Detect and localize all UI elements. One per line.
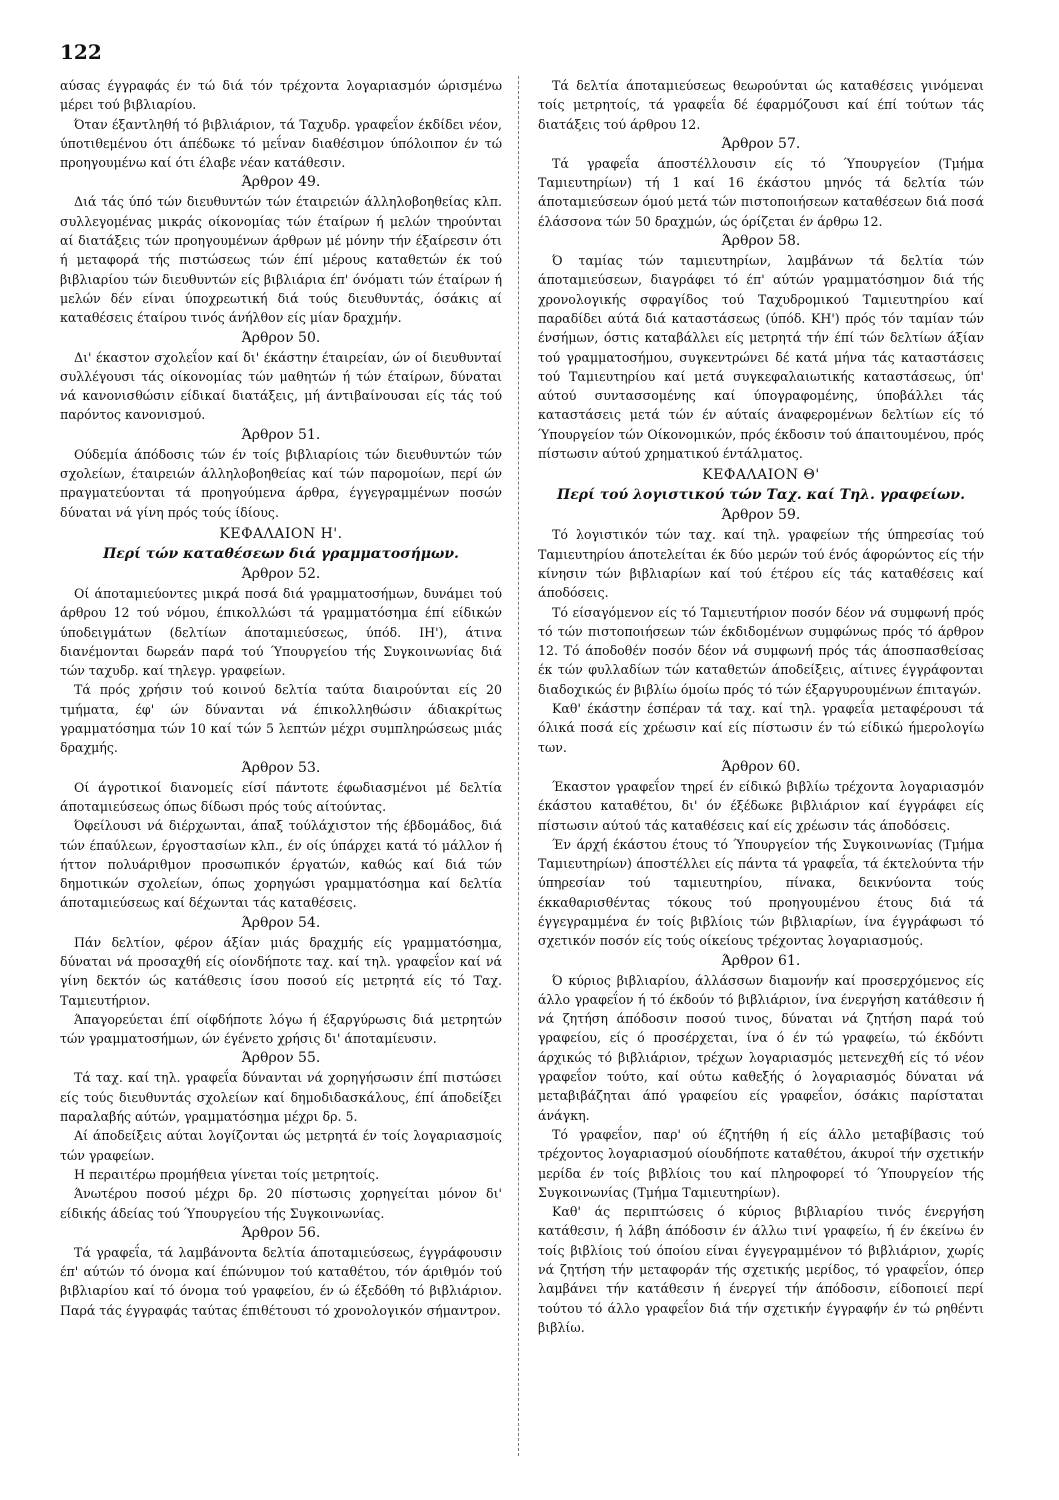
- paragraph: Τά γραφεΐα, τά λαμβάνοντα δελτία άποταμιεύσεως, έγγράφουσιν έπ' αύτών τό όνομα καί έπώνυμον τού καταθέτου, τόν άριθμόν τού βιβλιαρίου καί τό όνομα τού γραφείου, έν ώ έξεδόθη τό βιβλιάριον. Παρά τάς έγγραφάς ταύτας έπιθέτουσι τό χρονολογικόν σήμαντρον.: [60, 1244, 502, 1318]
- paragraph: Τό είσαγόμενον είς τό Ταμιευτήριον ποσόν δέον νά συμφωνή πρός τό τών πιστοποιήσεων τών έκδιδομένων συμφώνως πρός τό άρθρον 12. Τό άποδοθέν ποσόν δέον νά συμφωνή πρός τάς άποσπασθείσας έκ τών φυλλαδίων τών καταθετών άποδείξεις, αίτινες έγγράφονται διαδοχικώς έν βιβλίω όμοίω πρός τό τών έξαργυρουμένων έπιταγών.: [538, 604, 984, 697]
- column-divider: [518, 76, 519, 1456]
- paragraph: Τό γραφεΐον, παρ' ού έζητήθη ή είς άλλο μεταβίβασις τού τρέχοντος λογαριασμού οίουδήποτε καταθέτου, άκυροί τήν σχετικήν μερίδα έν τοίς βιβλίοις του καί πληροφορεί τό Ύπουργείον τής Συγκοινωνίας (Τμήμα Ταμιευτηρίων).: [538, 1126, 984, 1200]
- paragraph: Οί άγροτικοί διανομείς είσί πάντοτε έφωδιασμένοι μέ δελτία άποταμιεύσεως όπως δίδωσι πρός τούς αίτούντας.: [60, 779, 502, 814]
- chapter-heading: ΚΕΦΑΛΑΙΟΝ Θ': [702, 467, 820, 484]
- paragraph: Δι' έκαστον σχολεΐον καί δι' έκάστην έταιρείαν, ών οί διευθυνταί συλλέγουσι τάς οίκονομίας τών μαθητών ή τών έταίρων, δύναται νά κανονισθώσιν είδικαί διατάξεις, μή άντιβαίνουσαι είς τάς τού παρόντος κανονισμού.: [60, 349, 502, 423]
- paragraph: Ό κύριος βιβλιαρίου, άλλάσσων διαμονήν καί προσερχόμενος είς άλλο γραφεΐον ή τό έκδούν τό βιβλιάριον, ίνα ένεργήση κατάθεσιν ή νά ζητήση άπόδοσιν ποσού τινος, δύναται νά ζητήση παρά τού γραφείου, είς ό προσέρχεται, ίνα ό έν τώ γραφείω, τώ έκδόντι άρχικώς τό βιβλιάριον, τρέχων λογαριασμός μετενεχθή είς τό νέον γραφεΐον τούτο, καί ούτω καθεξής ό λογαριασμός δύναται νά μεταβιβάζηται άπό γραφείου είς γραφεΐον, όσάκις παρίσταται άνάγκη.: [538, 972, 984, 1123]
- paragraph: Τά πρός χρήσιν τού κοινού δελτία ταύτα διαιρούνται είς 20 τμήματα, έφ' ών δύνανται νά έπικολληθώσιν άδιακρίτως γραμματόσημα τών 10 καί τών 5 λεπτών μέχρι συμπληρώσεως μιάς δραχμής.: [60, 682, 502, 756]
- article-heading: Άρθρον 57.: [721, 135, 801, 152]
- article-heading: Άρθρον 51.: [241, 426, 321, 443]
- paragraph: Πάν δελτίον, φέρον άξίαν μιάς δραχμής είς γραμματόσημα, δύναται νά προσαχθή είς οίονδήποτε ταχ. καί τηλ. γραφεΐον καί νά γίνη δεκτόν ώς κατάθεσις ίσου ποσού είς μετρητά είς τό Ταχ. Ταμιευτήριον.: [60, 934, 502, 1008]
- paragraph: Διά τάς ύπό τών διευθυντών τών έταιρειών άλληλοβοηθείας κλπ. συλλεγομένας μικράς οίκονομίας τών έταίρων ή μελών τηρούνται αί διατάξεις τών προηγουμένων άρθρων μέ μόνην τήν έξαίρεσιν ότι ή μεταφορά τής πιστώσεως τών έπί μέρους καταθετών έκ τού βιβλιαρίου τών διευθυντών είς βιβλιάρια έπ' όνόματι τών έταίρων ή μελών δέν είναι ύποχρεωτική διά τούς διευθυντάς, όσάκις αί καταθέσεις έταίρου τινός άνήλθον είς μίαν δραχμήν.: [60, 194, 502, 326]
- article-heading: Άρθρον 59.: [721, 507, 801, 524]
- paragraph: Άνωτέρου ποσού μέχρι δρ. 20 πίστωσις χορηγείται μόνον δι' είδικής άδείας τού Ύπουργείου τής Συγκοινωνίας.: [60, 1186, 502, 1221]
- article-heading: Άρθρον 53.: [241, 759, 321, 776]
- paragraph: Η περαιτέρω προμήθεια γίνεται τοίς μετρητοίς.: [74, 1166, 380, 1182]
- paragraph: Τά δελτία άποταμιεύσεως θεωρούνται ώς καταθέσεις γινόμεναι τοίς μετρητοίς, τά γραφεΐα δέ έφαρμόζουσι καί έπί τούτων τάς διατάξεις τού άρθρου 12.: [538, 78, 984, 132]
- article-heading: Άρθρον 58.: [721, 233, 801, 250]
- left-column: [60, 76, 502, 1456]
- paragraph: Ούδεμία άπόδοσις τών έν τοίς βιβλιαρίοις τών διευθυντών τών σχολείων, έταιρειών άλληλοβοηθείας καί τών παρομοίων, περί ών πραγματεύονται τά προηγούμενα άρθρα, έγγεγραμμένων ποσών δύναται νά γίνη πρός τούς ίδίους.: [60, 446, 502, 520]
- right-column: [538, 76, 984, 1456]
- paragraph: Τά ταχ. καί τηλ. γραφεΐα δύνανται νά χορηγήσωσιν έπί πιστώσει είς τούς διευθυντάς σχολείων καί δημοδιδασκάλους, έπί άποδείξει παραλαβής αύτών, γραμματόσημα μέχρι δρ. 5.: [60, 1070, 502, 1125]
- article-heading: Άρθρον 50.: [241, 329, 321, 346]
- chapter-subtitle: Περί τών καταθέσεων διά γραμματοσήμων.: [103, 545, 459, 562]
- article-heading: Άρθρον 52.: [241, 565, 321, 582]
- paragraph: Έν άρχή έκάστου έτους τό Ύπουργείον τής Συγκοινωνίας (Τμήμα Ταμιευτηρίων) άποστέλλει είς πάντα τά γραφεΐα, τά έκτελούντα τήν ύπηρεσίαν τού ταμιευτηρίου, πίνακα, δεικνύοντα τούς έκκαθαρισθέντας τόκους τού προηγουμένου έτους διά τά έγγεγραμμένα έν τοίς βιβλίοις τών βιβλιαρίων, ίνα έγγράφωσι τό σχετικόν ποσόν είς τούς οίκείους τρέχοντας λογαριασμούς.: [538, 836, 984, 949]
- article-heading: Άρθρον 49.: [241, 174, 321, 191]
- page-number: 122: [60, 40, 102, 64]
- paragraph: Καθ' άς περιπτώσεις ό κύριος βιβλιαρίου τινός ένεργήση κατάθεσιν, ή λάβη άπόδοσιν έν άλλω τινί γραφείω, ή έν έκείνω έν τοίς βιβλίοις τού όποίου είναι έγγεγραμμένον τό βιβλιάριον, χωρίς νά ζητήση τήν μεταφοράν τής σχετικής μερίδος, τό γραφεΐον, όπερ λαμβάνει τήν κατάθεσιν ή ένεργεί τήν άπόδοσιν, είδοποιεί περί τούτου τό άλλο γραφεΐον διά τήν σχετικήν έγγραφήν έν τώ ρηθέντι βιβλίω.: [538, 1204, 984, 1335]
- paragraph: Αί άποδείξεις αύται λογίζονται ώς μετρητά έν τοίς λογαριασμοίς τών γραφείων.: [60, 1128, 502, 1163]
- chapter-heading: ΚΕΦΑΛΑΙΟΝ Η'.: [219, 525, 343, 542]
- paragraph: Τά γραφεΐα άποστέλλουσιν είς τό Ύπουργείον (Τμήμα Ταμιευτηρίων) τή 1 καί 16 έκάστου μηνός τά δελτία τών άποταμιεύσεων όμού μετά τών πιστοποιήσεων καταθέσεων διά ποσά έλάσσονα τών 50 δραχμών, ώς όρίζεται έν άρθρω 12.: [538, 155, 984, 229]
- paragraph: αύσας έγγραφάς έν τώ διά τόν τρέχοντα λογαριασμόν ώρισμένω μέρει τού βιβλιαρίου.: [60, 78, 502, 113]
- article-heading: Άρθρον 60.: [721, 758, 801, 775]
- paragraph: Οί άποταμιεύοντες μικρά ποσά διά γραμματοσήμων, δυνάμει τού άρθρου 12 τού νόμου, έπικολλώσι τά γραμματόσημα έπί είδικών ύποδειγμάτων (δελτίων άποταμιεύσεως, ύπόδ. ΙΗ'), άτινα διανέμονται δωρεάν παρά τού Ύπουργείου τής Συγκοινωνίας διά τών ταχυδρ. καί τηλεγρ. γραφείων.: [60, 585, 502, 679]
- article-heading: Άρθρον 61.: [721, 952, 801, 969]
- paragraph: Έκαστον γραφεΐον τηρεί έν είδικώ βιβλίω τρέχοντα λογαριασμόν έκάστου καταθέτου, δι' όν έξέδωκε βιβλιάριον καί έγγράφει είς πίστωσιν αύτού τάς καταθέσεις καί είς χρέωσιν τάς άποδόσεις.: [538, 778, 984, 833]
- paragraph: Καθ' έκάστην έσπέραν τά ταχ. καί τηλ. γραφεΐα μεταφέρουσι τά όλικά ποσά είς χρέωσιν καί είς πίστωσιν έν τώ είδικώ ήμερολογίω των.: [538, 701, 984, 755]
- paragraph: Όταν έξαντληθή τό βιβλιάριον, τά Ταχυδρ. γραφεΐον έκδίδει νέον, ύποτιθεμένου ότι άπέδωκε τό μεΐναν διαθέσιμον ύπόλοιπον έν τώ προηγουμένω καί ότι έλαβε νέαν κατάθεσιν.: [60, 116, 502, 171]
- article-heading: Άρθρον 56.: [241, 1224, 321, 1241]
- paragraph: Τό λογιστικόν τών ταχ. καί τηλ. γραφείων τής ύπηρεσίας τού Ταμιευτηρίου άποτελείται έκ δύο μερών τού ένός άφορώντος είς τήν κίνησιν τών βιβλιαρίων καί τού έτέρου είς τάς καταθέσεις καί άποδόσεις.: [538, 527, 984, 601]
- paragraph: Όφείλουσι νά διέρχωνται, άπαξ τούλάχιστον τής έβδομάδος, διά τών έπαύλεων, έργοστασίων κλπ., έν οίς ύπάρχει κατά τό μάλλον ή ήττον πολυάριθμον προσωπικόν έργατών, καθώς καί διά τών δημοτικών σχολείων, όπως χορηγώσι γραμματόσημα καί δελτία άποταμιεύσεως καί δέχωνται τάς καταθέσεις.: [60, 818, 502, 911]
- article-heading: Άρθρον 54.: [241, 914, 321, 931]
- chapter-subtitle: Περί τού λογιστικού τών Ταχ. καί Τηλ. γραφείων.: [557, 487, 965, 504]
- paragraph: Ό ταμίας τών ταμιευτηρίων, λαμβάνων τά δελτία τών άποταμιεύσεων, διαγράφει τό έπ' αύτών γραμματόσημον διά τής χρονολογικής σφραγίδος τού Ταχυδρομικού Ταμιευτηρίου καί παραδίδει αύτά διά καταστάσεως (ύπόδ. ΚΗ') πρός τόν ταμίαν τών ένσήμων, όστις καταβάλλει είς μετρητά τήν έπί τών δελτίων άξίαν τού γραμματοσήμου, συγκεντρώνει δέ κατά μήνα τάς καταστάσεις τού Ταμιευτηρίου καί μετά συγκεφαλαιωτικής καταστάσεως, ύπ' αύτού συντασσομένης καί ύπογραφομένης, ύποβάλλει τάς καταστάσεις μετά τών έν αύταίς άναφερομένων δελτίων είς τό Ύπουργείον τών Οίκονομικών, πρός έκδοσιν τού άπαιτουμένου, πρός πίστωσιν αύτού χρηματικού έντάλματος.: [538, 253, 984, 462]
- paragraph: Άπαγορεύεται έπί οίφδήποτε λόγω ή έξαργύρωσις διά μετρητών τών γραμματοσήμων, ών έγένετο χρήσις δι' άποταμίευσιν.: [60, 1011, 502, 1047]
- article-heading: Άρθρον 55.: [241, 1050, 321, 1067]
